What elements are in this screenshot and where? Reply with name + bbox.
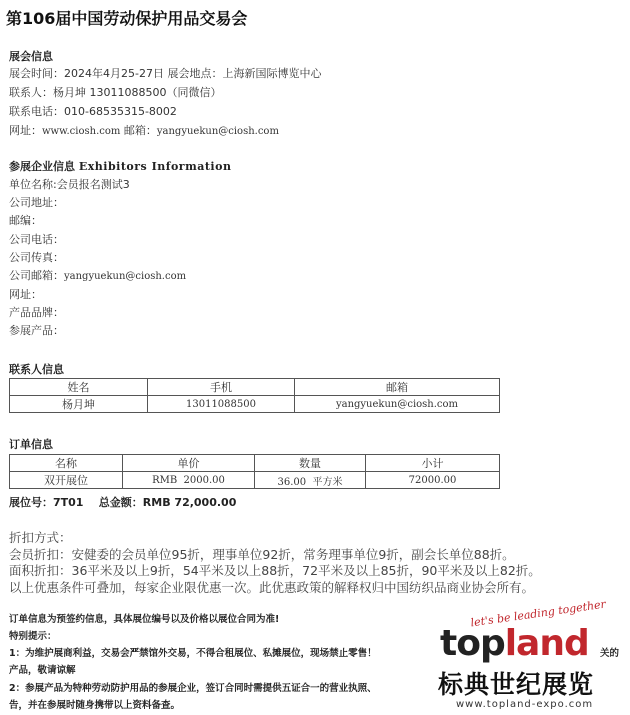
contact-col-email: 邮箱 [295, 379, 500, 396]
order-col-qty: 数量 [255, 455, 366, 472]
order-table-header [10, 455, 500, 472]
watermark-logo-land: land [504, 623, 589, 664]
exhibitor-website: 网址： [9, 288, 42, 301]
special-tips-heading: 特别提示： [9, 631, 57, 642]
topland-watermark [430, 597, 630, 715]
web-label: 网址： [9, 124, 42, 137]
exhibitor-heading-en: Exhibitors Information [78, 160, 232, 173]
order-col-subtotal: 小计 [366, 455, 500, 472]
order-summary: 展位号：7T01 总金额：RMB 72,000.00 [9, 496, 237, 509]
contact-mobile-cell: 13011088500 [148, 396, 295, 413]
contact-table [9, 378, 500, 413]
expo-date-location: 展会时间：2024年4月25-27日 展会地点：上海新国际博览中心 [9, 67, 322, 80]
contact-table-header [10, 379, 500, 396]
watermark-url: www.topland-expo.com [456, 699, 594, 710]
expo-phone: 联系电话：010-68535315-8002 [9, 105, 177, 118]
expo-contact: 联系人：杨月坤 13011088500（同微信） [9, 86, 222, 99]
table-row [10, 472, 500, 489]
exhibitor-unit: 单位名称:会员报名测试3 [9, 178, 130, 191]
exhibitor-heading-cn: 参展企业信息 [9, 160, 79, 173]
order-name-cell: 双开展位 [10, 472, 123, 489]
exhibitor-info-heading [9, 158, 231, 174]
discount-note: 以上优惠条件可叠加，每家企业限优惠一次。此优惠政策的解释权归中国纺织品商业协会所有。 [9, 580, 535, 595]
order-subtotal-cell: 72000.00 [366, 472, 500, 489]
exhibitor-email-label: 公司邮箱： [9, 269, 64, 282]
discount-area: 面积折扣：36平米及以上9折，54平米及以上88折，72平米及以上85折，90平米及以上82折。 [9, 563, 541, 578]
watermark-logo-top: top [440, 623, 505, 664]
exhibitor-email-value: yangyuekun@ciosh.com [64, 271, 187, 282]
contact-col-mobile: 手机 [148, 379, 295, 396]
order-info-heading: 订单信息 [9, 438, 53, 451]
tip-item-2-cont: 告，并在参展时随身携带以上资料备查。 [9, 700, 181, 711]
tip-item-1-tail: 关的 [600, 648, 620, 659]
order-price-cell: RMB 2000.00 [123, 472, 255, 489]
watermark-tagline: let's be leading together [469, 597, 607, 630]
discount-heading: 折扣方式： [9, 530, 72, 545]
watermark-company-cn: 标典世纪展览 [438, 670, 595, 699]
tip-item-1: 1：为维护展商利益，交易会严禁馆外交易，不得合租展位、私摊展位，现场禁止零售！ [9, 648, 377, 659]
order-table [9, 454, 500, 489]
exhibitor-zip: 邮编： [9, 214, 42, 227]
exhibitor-email [9, 269, 186, 284]
table-row [10, 396, 500, 413]
web-link[interactable]: www.ciosh.com [42, 126, 121, 137]
exhibitor-phone: 公司电话： [9, 233, 64, 246]
mail-label: 邮箱： [120, 124, 157, 137]
contact-email-cell: yangyuekun@ciosh.com [295, 396, 500, 413]
expo-web-mail [9, 124, 279, 139]
exhibitor-products: 参展产品： [9, 324, 64, 337]
exhibitor-brand: 产品品牌： [9, 306, 64, 319]
tip-item-2: 2：参展产品为特种劳动防护用品的参展企业，签订合同时需提供五证合一的营业执照、 [9, 683, 377, 694]
order-col-price: 单价 [123, 455, 255, 472]
contact-name-cell: 杨月坤 [10, 396, 148, 413]
page-title: 第106届中国劳动保护用品交易会 [6, 9, 248, 28]
watermark-logo [440, 623, 589, 664]
order-qty-cell: 36.00 平方米 [255, 472, 366, 489]
order-col-name: 名称 [10, 455, 123, 472]
order-confirm-note: 订单信息为预签约信息，具体展位编号以及价格以展位合同为准! [9, 614, 280, 625]
discount-member: 会员折扣：安健委的会员单位95折，理事单位92折，常务理事单位9折，副会长单位88折。 [9, 547, 515, 562]
tip-item-1-cont: 产品，敬请谅解 [9, 665, 76, 676]
contact-info-heading: 联系人信息 [9, 363, 64, 376]
exhibitor-address: 公司地址： [9, 196, 64, 209]
expo-info-heading: 展会信息 [9, 50, 53, 63]
contact-col-name: 姓名 [10, 379, 148, 396]
exhibitor-fax: 公司传真： [9, 251, 64, 264]
mail-link[interactable]: yangyuekun@ciosh.com [156, 126, 279, 137]
